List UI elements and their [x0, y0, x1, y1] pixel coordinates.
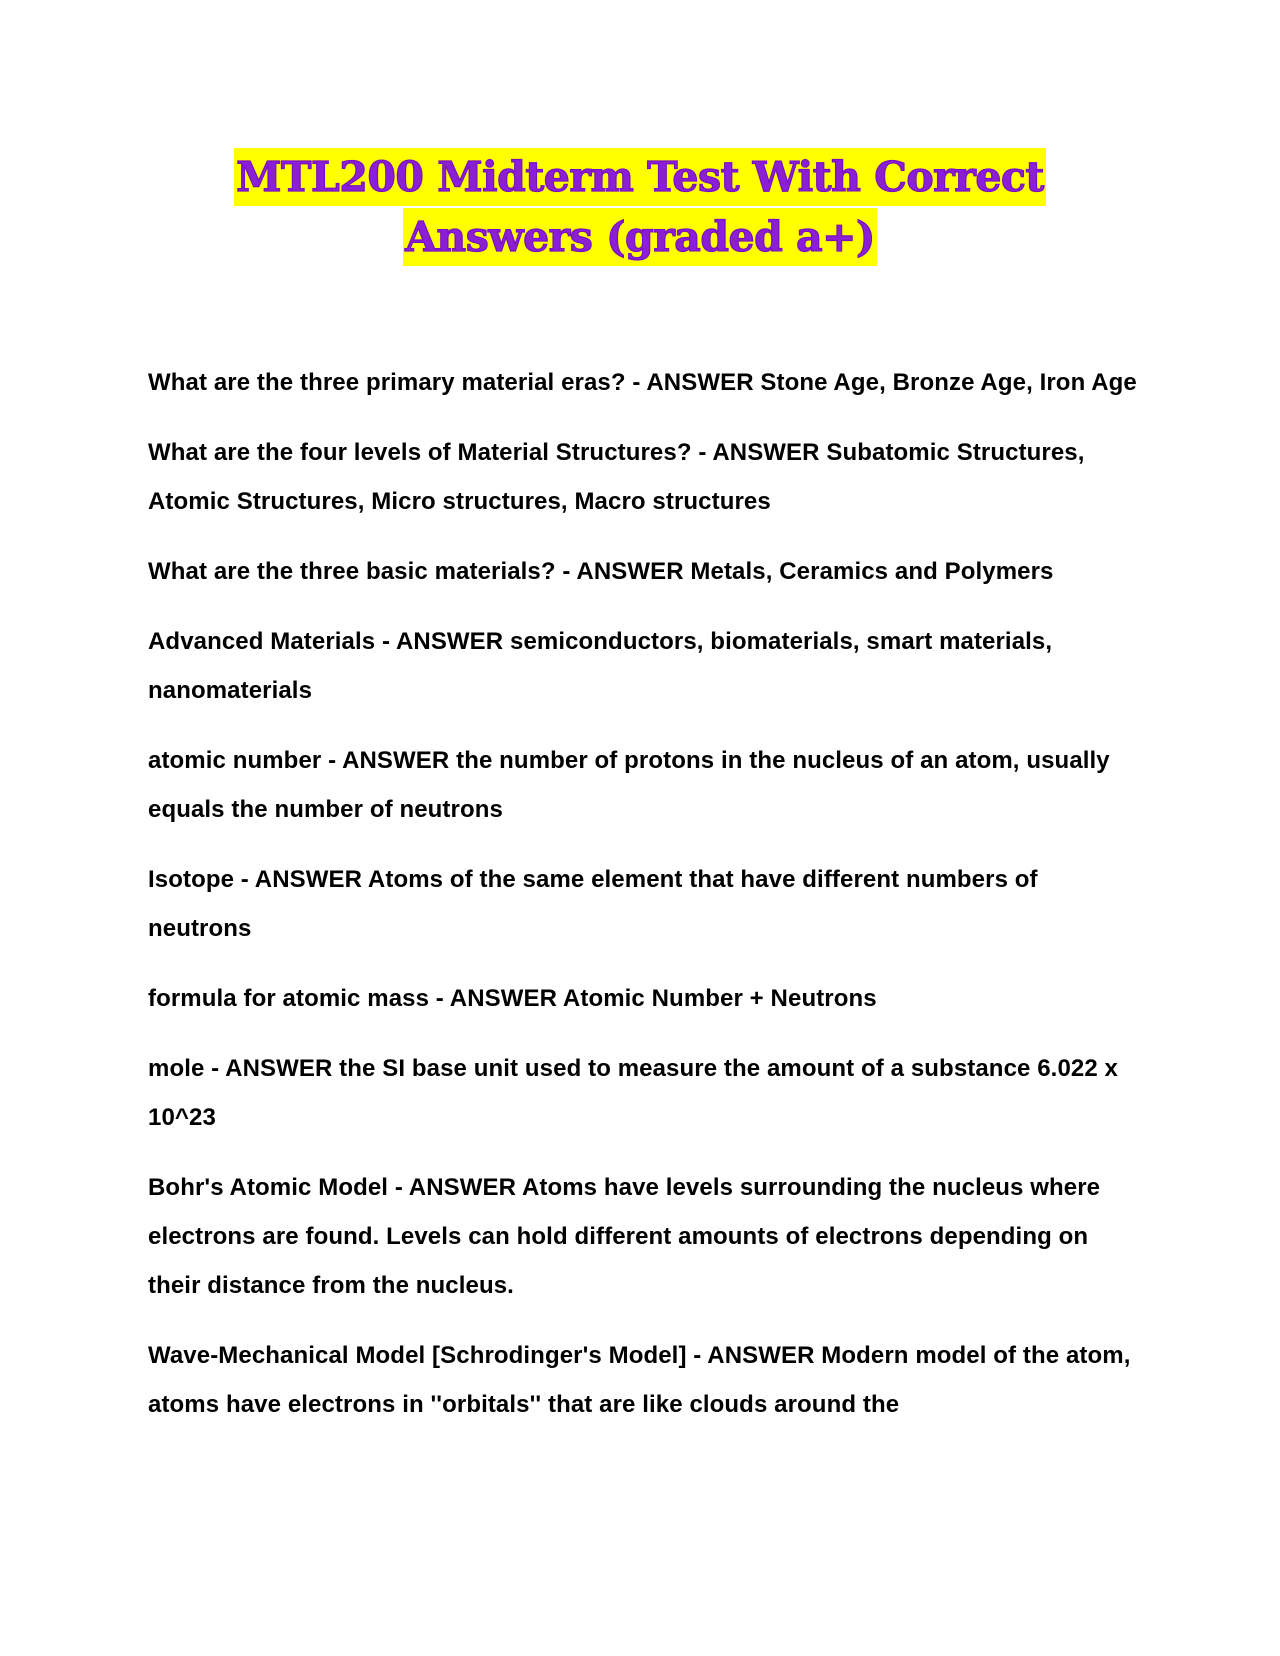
- qa-entry: Isotope - ANSWER Atoms of the same element that have different numbers of neutrons: [148, 866, 1038, 942]
- title-line-2: Answers (graded a+): [403, 208, 877, 266]
- qa-entry: atomic number - ANSWER the number of protons in the nucleus of an atom, usually equals the number of neutrons: [148, 747, 1110, 823]
- question-answer-list: [148, 358, 1138, 1450]
- qa-entry: What are the four levels of Material Structures? - ANSWER Subatomic Structures, Atomic Structures, Micro structures, Macro structures: [148, 439, 1085, 515]
- qa-entry: mole - ANSWER the SI base unit used to measure the amount of a substance 6.022 x 10^23: [148, 1055, 1119, 1131]
- qa-entry: Wave-Mechanical Model [Schrodinger's Model] - ANSWER Modern model of the atom, atoms have electrons in ''orbitals'' that are like clouds around the: [148, 1342, 1131, 1418]
- qa-entry: Advanced Materials - ANSWER semiconductors, biomaterials, smart materials, nanomaterials: [148, 628, 1053, 704]
- qa-entry: Bohr's Atomic Model - ANSWER Atoms have levels surrounding the nucleus where electrons are found. Levels can hold different amounts of electrons depending on their distance from the nucleus.: [148, 1174, 1101, 1299]
- document-title: [0, 148, 1280, 268]
- title-line-1: MTL200 Midterm Test With Correct: [234, 148, 1046, 206]
- qa-entry: formula for atomic mass - ANSWER Atomic Number + Neutrons: [148, 985, 877, 1012]
- qa-entry: What are the three primary material eras? - ANSWER Stone Age, Bronze Age, Iron Age: [148, 369, 1137, 396]
- qa-entry: What are the three basic materials? - ANSWER Metals, Ceramics and Polymers: [148, 558, 1054, 585]
